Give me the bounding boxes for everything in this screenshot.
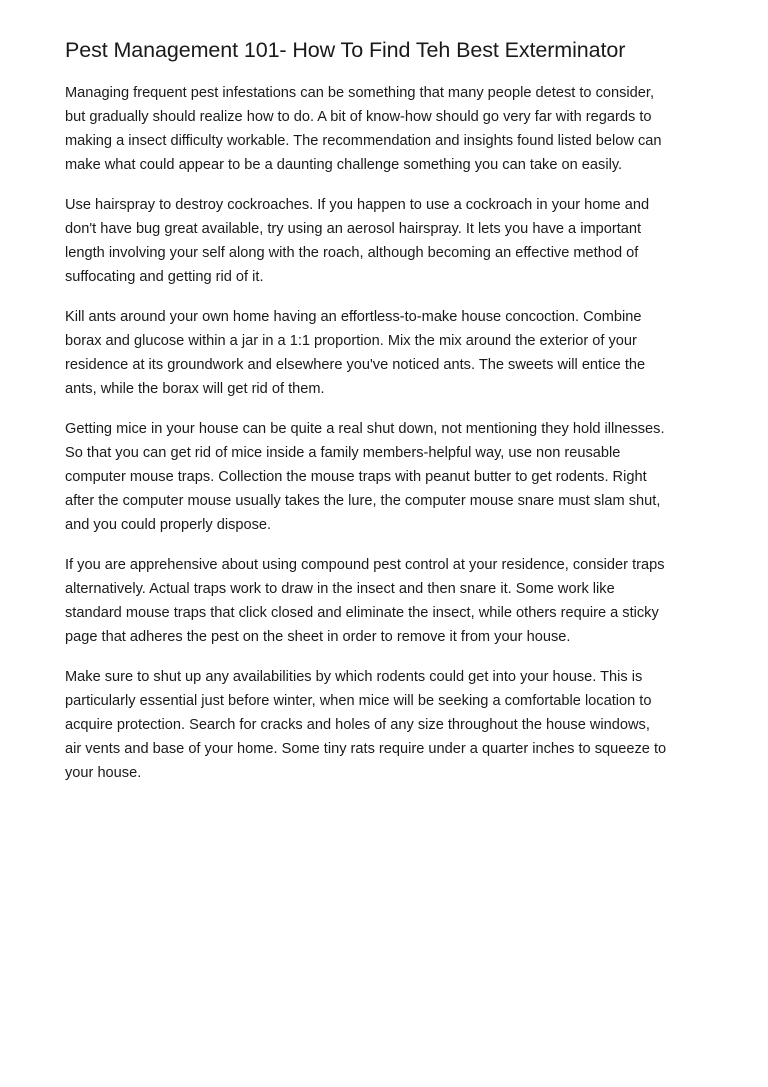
text-line: and you could properly dispose.	[65, 517, 272, 533]
text-line: standard mouse traps that click closed and eliminate the insect, while others require a sticky	[65, 605, 659, 621]
text-line: residence at its groundwork and elsewhere you've noticed ants. The sweets will entice the	[65, 357, 646, 373]
text-line: particularly essential just before winter, when mice will be seeking a comfortable location to	[65, 693, 652, 709]
text-line: length involving your self along with the roach, although becoming an effective method of	[65, 245, 639, 261]
text-line: So that you can get rid of mice inside a family members-helpful way, use non reusable	[65, 445, 621, 461]
text-line: make what could appear to be a daunting challenge something you can take on easily.	[65, 157, 623, 173]
text-line: suffocating and getting rid of it.	[65, 269, 264, 285]
text-line: don't have bug great available, try using an aerosol hairspray. It lets you have a important	[65, 221, 642, 237]
paragraph	[65, 81, 715, 177]
page-title: Pest Management 101- How To Find Teh Best Exterminator	[65, 38, 626, 62]
paragraph	[65, 193, 715, 289]
text-line: If you are apprehensive about using compound pest control at your residence, consider traps	[65, 557, 665, 573]
text-line: borax and glucose within a jar in a 1:1 proportion. Mix the mix around the exterior of your	[65, 333, 637, 349]
text-line: but gradually should realize how to do. A bit of know-how should go very far with regards to	[65, 109, 652, 125]
text-line: acquire protection. Search for cracks and holes of any size throughout the house windows,	[65, 717, 650, 733]
document-page	[65, 35, 715, 801]
text-line: page that adheres the pest on the sheet in order to remove it from your house.	[65, 629, 571, 645]
text-line: after the computer mouse usually takes the lure, the computer mouse snare must slam shut,	[65, 493, 661, 509]
text-line: Getting mice in your house can be quite a real shut down, not mentioning they hold illnesses.	[65, 421, 665, 437]
text-line: Kill ants around your own home having an effortless-to-make house concoction. Combine	[65, 309, 642, 325]
paragraph	[65, 665, 715, 785]
text-line: Use hairspray to destroy cockroaches. If you happen to use a cockroach in your home and	[65, 197, 650, 213]
paragraph	[65, 553, 715, 649]
paragraph	[65, 305, 715, 401]
text-line: computer mouse traps. Collection the mouse traps with peanut butter to get rodents. Right	[65, 469, 647, 485]
text-line: Managing frequent pest infestations can be something that many people detest to consider,	[65, 85, 654, 101]
text-line: your house.	[65, 765, 142, 781]
text-line: making a insect difficulty workable. The recommendation and insights found listed below can	[65, 133, 662, 149]
text-line: air vents and base of your home. Some tiny rats require under a quarter inches to squeeze to	[65, 741, 667, 757]
text-line: ants, while the borax will get rid of them.	[65, 381, 325, 397]
text-line: alternatively. Actual traps work to draw in the insect and then snare it. Some work like	[65, 581, 615, 597]
text-line: Make sure to shut up any availabilities by which rodents could get into your house. This is	[65, 669, 643, 685]
paragraph	[65, 417, 715, 537]
